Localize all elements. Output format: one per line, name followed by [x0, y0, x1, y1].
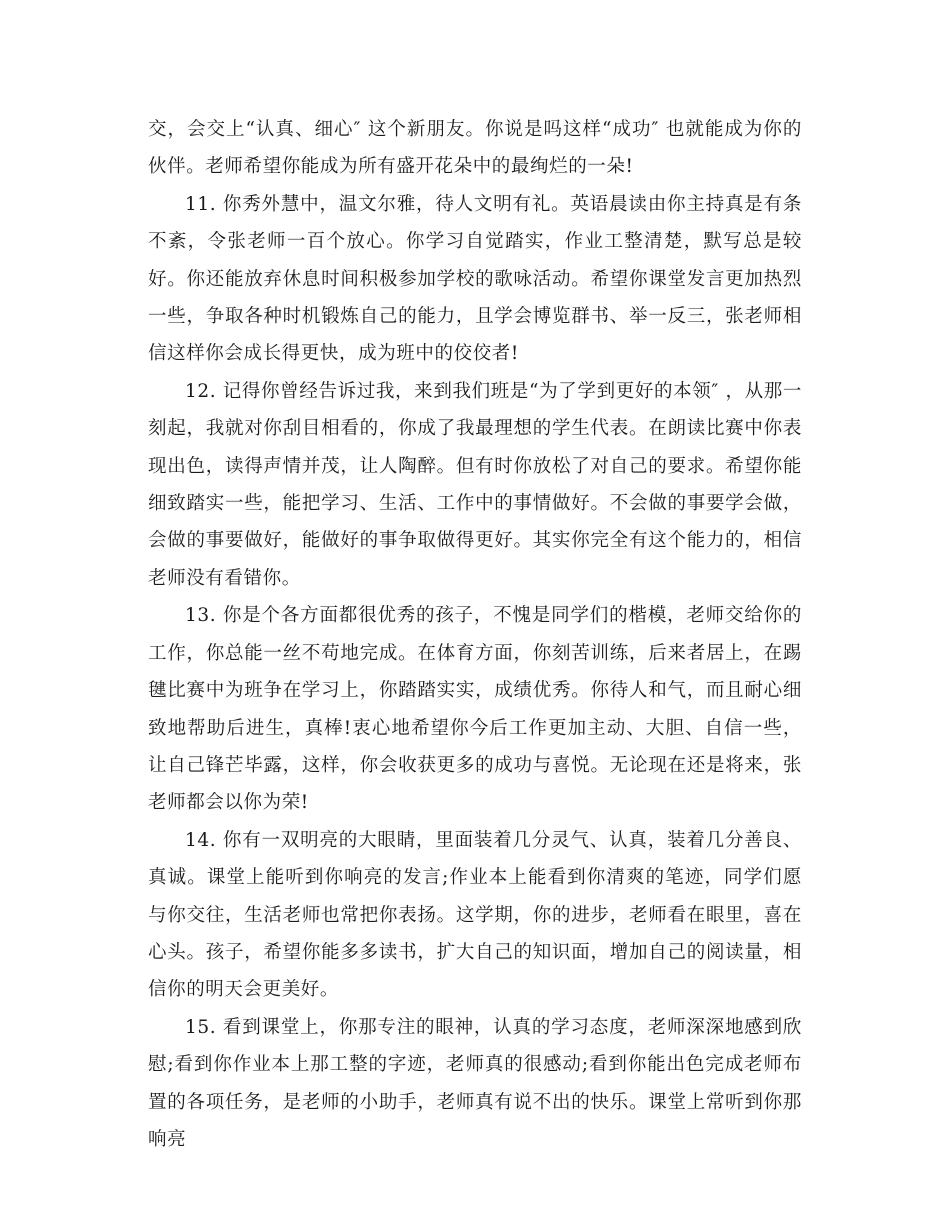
paragraph-13: 13. 你是个各方面都很优秀的孩子，不愧是同学们的楷模，老师交给你的工作，你总能一丝不苟地完成。在体育方面，你刻苦训练，后来者居上，在踢毽比赛中为班争在学习上，你踏踏实实，成绩优秀。你待人和气，而且耐心细致地帮助后进生，真棒!衷心地希望你今后工作更加主动、大胆、自信一些，让自己锋芒毕露，这样，你会收获更多的成功与喜悦。无论现在还是将来，张老师都会以你为荣! — [148, 605, 802, 814]
paragraph-11: 11. 你秀外慧中，温文尔雅，待人文明有礼。英语晨读由你主持真是有条不紊，令张老师一百个放心。你学习自觉踏实，作业工整清楚，默写总是较好。你还能放弃休息时间积极参加学校的歌咏活动。希望你课堂发言更加热烈一些，争取各种时机锻炼自己的能力，且学会博览群书、举一反三，张老师相信这样你会成长得更快，成为班中的佼佼者! — [148, 193, 802, 365]
paragraph-12: 12. 记得你曾经告诉过我，来到我们班是“为了学到更好的本领″ ，从那一刻起，我就对你刮目相看的，你成了我最理想的学生代表。在朗读比赛中你表现出色，读得声情并茂，让人陶醉。但有时你放松了对自己的要求。希望你能细致踏实一些，能把学习、生活、工作中的事情做好。不会做的事要学会做，会做的事要做好，能做好的事争取做得更好。其实你完全有这个能力的，相信老师没有看错你。 — [148, 380, 802, 589]
paragraph-15: 15. 看到课堂上，你那专注的眼神，认真的学习态度，老师深深地感到欣慰;看到你作业本上那工整的字迹，老师真的很感动;看到你能出色完成老师布置的各项任务，是老师的小助手，老师真有说不出的快乐。课堂上常听到你那响亮 — [148, 1016, 802, 1150]
paragraph-continued: 交，会交上“认真、细心″ 这个新朋友。你说是吗这样“成功″ 也就能成为你的伙伴。老师希望你能成为所有盛开花朵中的最绚烂的一朵! — [148, 119, 802, 178]
document-body — [148, 111, 802, 1158]
paragraph-14: 14. 你有一双明亮的大眼睛，里面装着几分灵气、认真，装着几分善良、真诚。课堂上能听到你响亮的发言;作业本上能看到你清爽的笔迹，同学们愿与你交往，生活老师也常把你表扬。这学期，你的进步，老师看在眼里，喜在心头。孩子，希望你能多多读书，扩大自己的知识面，增加自己的阅读量，相信你的明天会更美好。 — [148, 829, 802, 1001]
